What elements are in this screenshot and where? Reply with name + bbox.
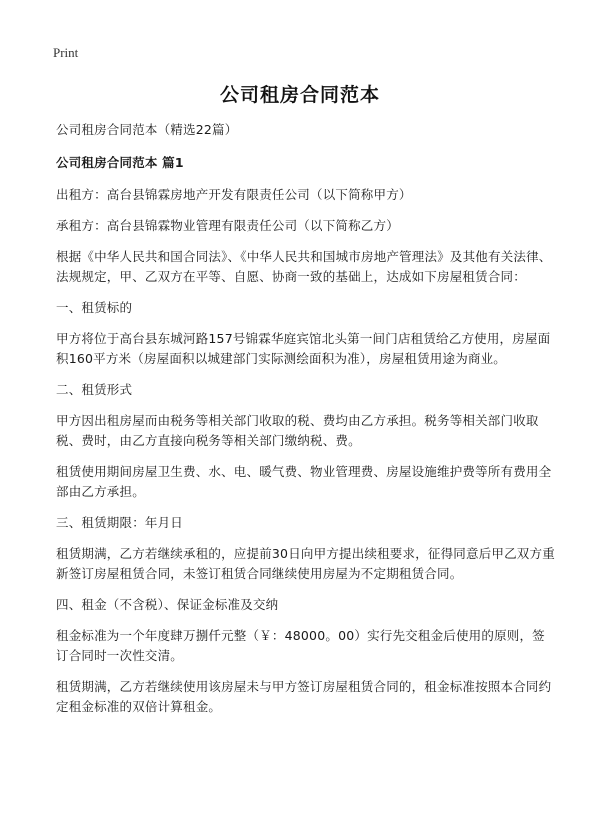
section-heading-lease-subject: 一、租赁标的 [56, 300, 133, 315]
document-subtitle: 公司租房合同范本（精选22篇） [56, 122, 238, 137]
section-heading-lease-form: 二、租赁形式 [56, 382, 133, 397]
print-label: Print [53, 45, 79, 60]
paragraph-rent-standard: 租金标准为一个年度肆万捌仟元整（￥：48000。00）实行先交租金后使用的原则，签订合同时一次性交清。 [56, 628, 545, 663]
paragraph-overdue-rent: 租赁期满，乙方若继续使用该房屋未与甲方签订房屋租赁合同的，租金标准按照本合同约定租金标准的双倍计算租金。 [56, 679, 552, 714]
section-heading-rent: 四、租金（不含税）、保证金标准及交纳 [56, 597, 279, 612]
paragraph-lessee: 承租方：高台县锦霖物业管理有限责任公司（以下简称乙方） [56, 218, 399, 233]
paragraph-lease-subject: 甲方将位于高台县东城河路157号锦霖华庭宾馆北头第一间门店租赁给乙方使用，房屋面积160平方米（房屋面积以城建部门实际测绘面积为准），房屋租赁用途为商业。 [56, 331, 551, 366]
paragraph-legal-basis: 根据《中华人民共和国合同法》、《中华人民共和国城市房地产管理法》及其他有关法律、法规规定，甲、乙双方在平等、自愿、协商一致的基础上，达成如下房屋租赁合同： [56, 249, 552, 284]
paragraph-lessor: 出租方：高台县锦霖房地产开发有限责任公司（以下简称甲方） [56, 187, 412, 202]
paragraph-renewal: 租赁期满，乙方若继续承租的，应提前30日向甲方提出续租要求，征得同意后甲乙双方重新签订房屋租赁合同，未签订租赁合同继续使用房屋为不定期租赁合同。 [56, 546, 555, 581]
paragraph-taxes: 甲方因出租房屋而由税务等相关部门收取的税、费均由乙方承担。税务等相关部门收取税、费时，由乙方直接向税务等相关部门缴纳税、费。 [56, 413, 539, 448]
document-body [56, 120, 556, 728]
section-heading-lease-term: 三、租赁期限：年月日 [56, 515, 184, 530]
page-title: 公司租房合同范本 [219, 84, 380, 106]
paragraph-fees: 租赁使用期间房屋卫生费、水、电、暖气费、物业管理费、房屋设施维护费等所有费用全部由乙方承担。 [56, 464, 552, 499]
article-heading: 公司租房合同范本 篇1 [56, 155, 184, 170]
